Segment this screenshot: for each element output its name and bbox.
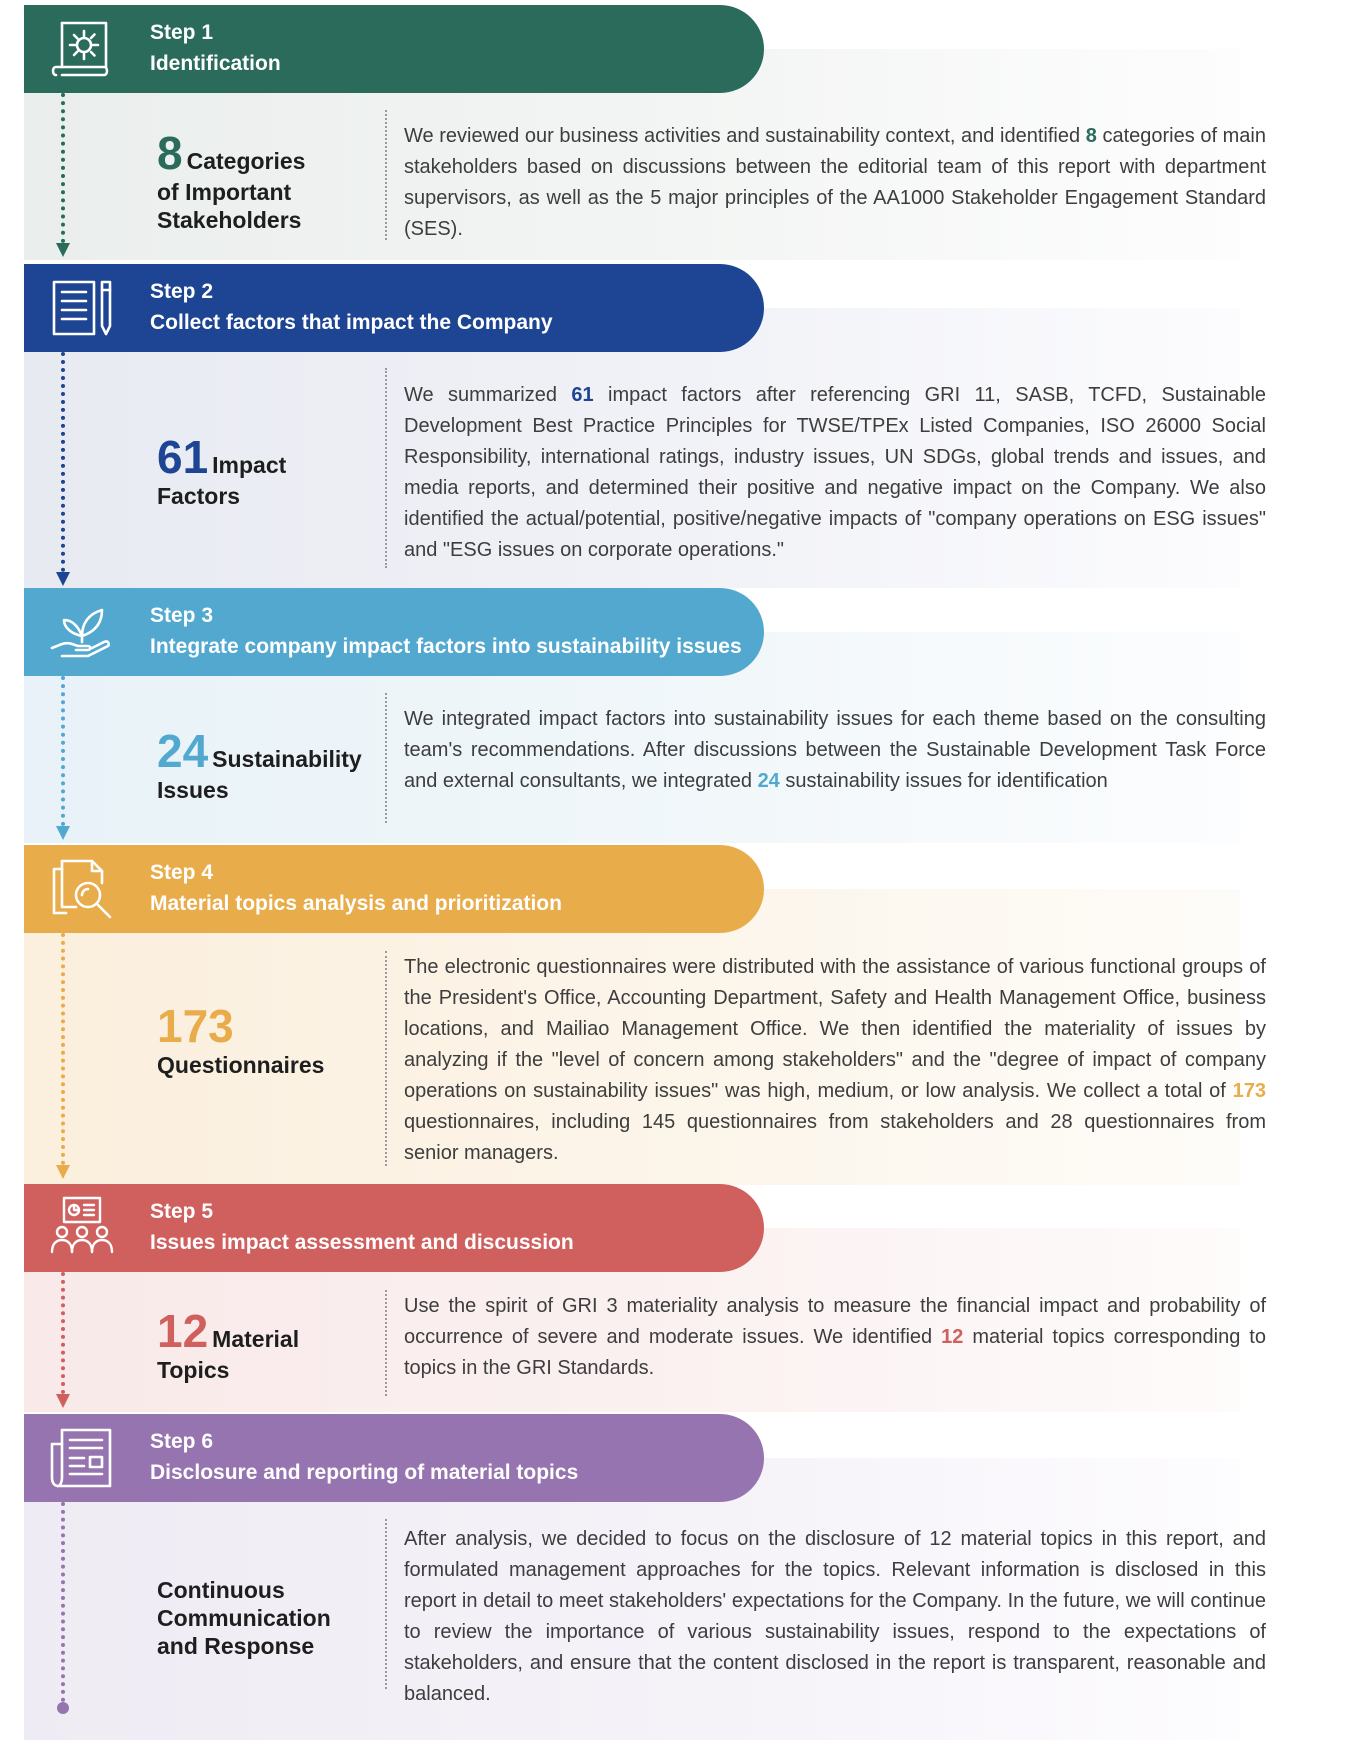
step-5-description <box>404 1291 1266 1384</box>
step-6 <box>24 1414 1266 1754</box>
step-2-stat-number: 61 <box>157 431 209 483</box>
step-1-desc-pre: We reviewed our business activities and sustainability context, and identified <box>404 125 1086 147</box>
step-6-connector <box>61 1502 65 1702</box>
step-5-title: Issues impact assessment and discussion <box>150 1231 574 1254</box>
step-2-desc-pre: We summarized <box>404 384 572 406</box>
step-6-stat-line-2: Communication <box>157 1605 331 1631</box>
step-1-arrow <box>56 243 70 257</box>
step-4-description <box>404 952 1266 1169</box>
step-4-desc-highlight: 173 <box>1232 1080 1266 1102</box>
document-magnifier-icon <box>48 855 116 923</box>
step-3 <box>24 588 1266 843</box>
step-1-stat-line-1: Categories <box>186 148 306 174</box>
notepad-pencil-icon <box>48 274 116 342</box>
step-4-desc-post: questionnaires, including 145 questionnaires from stakeholders and 28 questionnaires from senior managers. <box>404 1111 1266 1164</box>
step-5-desc-post: material topics corresponding to topics in the GRI Standards. <box>404 1326 1266 1379</box>
step-3-stat-number: 24 <box>157 725 209 777</box>
step-2-description <box>404 380 1266 566</box>
step-4 <box>24 845 1266 1185</box>
step-3-stat <box>157 726 362 804</box>
step-2-header <box>24 264 764 352</box>
step-5-arrow <box>56 1394 70 1408</box>
step-3-label: Step 3 <box>150 604 214 627</box>
step-3-arrow <box>56 826 70 840</box>
step-6-stat <box>157 1576 331 1660</box>
step-4-desc-pre: The electronic questionnaires were distributed with the assistance of various functional groups of the President's Office, Accounting Department, Safety and Health Management Office, business locations, and Mailiao Management Office. We then identified the materiality of issues by analyzing if the "level of concern among stakeholders" and the "degree of impact of company operations on sustainability issues" was high, medium, or low analysis. We collect a total of <box>404 956 1266 1102</box>
step-2-stat-line-1: Impact <box>212 452 287 478</box>
step-5-header <box>24 1184 764 1272</box>
step-1-description <box>404 121 1266 245</box>
step-1-stat-line-2: of Important <box>157 179 292 205</box>
gear-document-icon <box>48 15 116 83</box>
step-2-separator <box>385 368 387 568</box>
step-1-desc-highlight: 8 <box>1085 125 1097 147</box>
newspaper-icon <box>48 1424 116 1492</box>
step-4-stat-number: 173 <box>157 1000 234 1052</box>
step-4-separator <box>385 951 387 1166</box>
step-4-arrow <box>56 1165 70 1179</box>
step-5-stat-line-2: Topics <box>157 1357 230 1383</box>
step-2 <box>24 264 1267 588</box>
step-1-stat-number: 8 <box>157 127 183 179</box>
step-2-label: Step 2 <box>150 280 214 303</box>
step-4-connector <box>61 933 65 1165</box>
step-6-header <box>24 1414 764 1502</box>
step-5-stat-line-1: Material <box>212 1326 300 1352</box>
step-6-separator <box>385 1519 387 1689</box>
step-6-end-dot <box>57 1702 69 1714</box>
step-2-arrow <box>56 572 70 586</box>
step-6-stat-line-1: Continuous <box>157 1577 285 1603</box>
step-5-desc-highlight: 12 <box>941 1326 964 1348</box>
step-2-desc-post: impact factors after referencing GRI 11, SASB, TCFD, Sustainable Development Best Practice Principles for TWSE/TPEx Listed Companies, ISO 26000 Social Responsibility, international ratings, industry issues, UN SDGs, global trends and issues, and media reports, and determined their positive and negative impact on the Company. We also identified the actual/potential, positive/negative impacts of "company operations on ESG issues" and "ESG issues on corporate operations." <box>404 384 1267 561</box>
step-2-connector <box>61 352 65 572</box>
step-2-stat <box>157 432 286 510</box>
step-1-desc-post: categories of main stakeholders based on discussions between the editorial team of this report with department supervisors, as well as the 5 major principles of the AA1000 Stakeholder Engagement Standard (SES). <box>404 125 1266 240</box>
step-3-stat-line-2: Issues <box>157 777 229 803</box>
step-6-desc-pre: After analysis, we decided to focus on the disclosure of 12 material topics in this report, and formulated management approaches for the topics. Relevant information is disclosed in this report in detail to meet stakeholders' expectations for the Company. In the future, we will continue to review the importance of various sustainability issues, respond to the expectations of stakeholders, and ensure that the content disclosed in the report is transparent, reasonable and balanced. <box>404 1528 1266 1705</box>
step-3-stat-line-1: Sustainability <box>212 746 362 772</box>
step-3-header <box>24 588 764 676</box>
step-6-description <box>404 1524 1266 1710</box>
step-3-desc-pre: We integrated impact factors into sustainability issues for each theme based on the consulting team's recommendations. After discussions between the Sustainable Development Task Force and external consultants, we integrated <box>404 708 1266 792</box>
people-presentation-icon <box>48 1194 116 1262</box>
step-4-label: Step 4 <box>150 861 214 884</box>
step-4-header <box>24 845 764 933</box>
step-5-desc-pre: Use the spirit of GRI 3 materiality analysis to measure the financial impact and probability of occurrence of severe and moderate issues. We identified <box>404 1295 1266 1348</box>
step-1-header <box>24 5 764 93</box>
step-2-stat-line-2: Factors <box>157 483 241 509</box>
step-2-desc-highlight: 61 <box>571 384 594 406</box>
step-5-label: Step 5 <box>150 1200 214 1223</box>
step-4-title: Material topics analysis and prioritization <box>150 892 562 915</box>
step-6-title: Disclosure and reporting of material topics <box>150 1461 579 1484</box>
step-4-stat-line-1: Questionnaires <box>157 1052 325 1078</box>
step-3-title: Integrate company impact factors into sustainability issues <box>150 635 742 658</box>
step-5-stat <box>157 1306 299 1384</box>
step-4-stat <box>157 1001 324 1079</box>
step-3-connector <box>61 676 65 826</box>
step-3-desc-post: sustainability issues for identification <box>779 770 1108 792</box>
step-3-desc-highlight: 24 <box>757 770 780 792</box>
hand-leaf-icon <box>48 598 116 666</box>
step-1-stat <box>157 128 305 234</box>
step-5-stat-number: 12 <box>157 1305 209 1357</box>
step-3-description <box>404 704 1266 797</box>
step-1-label: Step 1 <box>150 21 214 44</box>
step-5 <box>24 1184 1266 1412</box>
step-5-separator <box>385 1290 387 1396</box>
step-5-connector <box>61 1272 65 1394</box>
step-1-title: Identification <box>150 52 281 75</box>
step-1 <box>24 5 1266 260</box>
step-3-separator <box>385 693 387 823</box>
step-1-connector <box>61 93 65 243</box>
step-1-separator <box>385 110 387 240</box>
step-6-stat-line-3: and Response <box>157 1633 315 1659</box>
step-1-stat-line-3: Stakeholders <box>157 207 302 233</box>
step-6-label: Step 6 <box>150 1430 214 1453</box>
step-2-title: Collect factors that impact the Company <box>150 311 553 334</box>
